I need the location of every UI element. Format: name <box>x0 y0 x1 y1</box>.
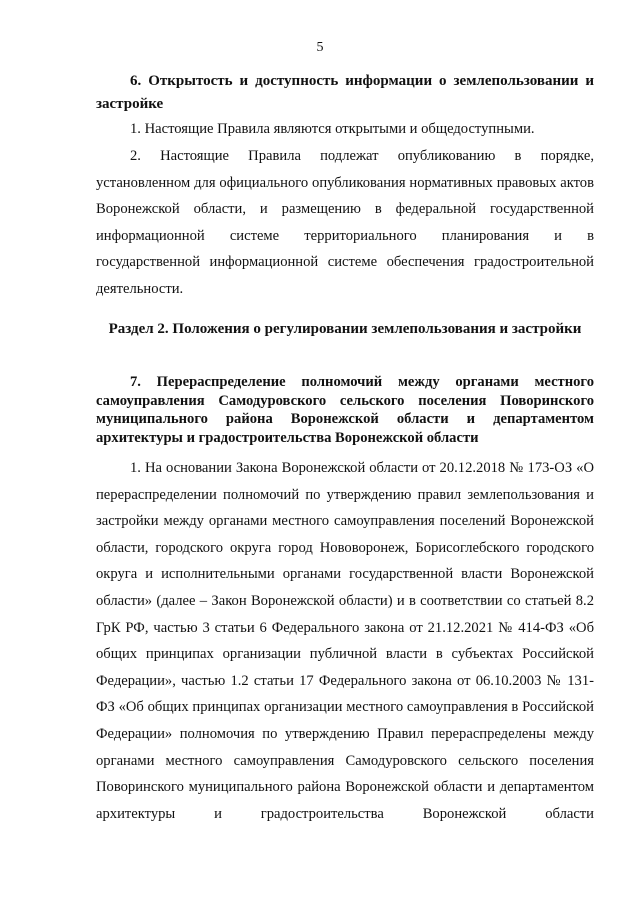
section-7-paragraph-1: 1. На основании Закона Воронежской области от 20.12.2018 № 173-ОЗ «О перераспределении полномочий по утверждению правил землепользования и застройки между органами местного самоуправления поселений Воронежской области, городского округа город Нововоронеж, Борисоглебского городского округа и исполнительными органами государственной власти Воронежской области» (далее – Закон Воронежской области) и в соответствии со статьей 8.2 ГрК РФ, частью 3 статьи 6 Федерального закона от 21.12.2021 № 414-ФЗ «Об общих принципах организации публичной власти в субъектах Российской Федерации», частью 1.2 статьи 17 Федерального закона от 06.10.2003 № 131-ФЗ «Об общих принципах организации местного самоуправления в Российской Федерации» полномочия по утверждению Правил перераспределены между органами местного самоуправления Самодуровского сельского поселения Поворинского муниципального района Воронежской области и департаментом архитектуры и градостроительства Воронежской области <box>96 460 594 822</box>
part-2-title: Раздел 2. Положения о регулировании землепользования и застройки <box>108 321 582 337</box>
section-6-paragraph-1: 1. Настоящие Правила являются открытыми и общедоступными. <box>130 121 535 137</box>
section-6-paragraph-2: 2. Настоящие Правила подлежат опубликованию в порядке, установленном для официального опубликования нормативных правовых актов Воронежской области, и размещению в федеральной государственной информационной системе территориального планирования и в государственной информационной системе обеспечения градостроительной деятельности. <box>96 148 594 297</box>
page-number: 5 <box>316 40 324 55</box>
section-7-heading: 7. Перераспределение полномочий между органами местного самоуправления Самодуровского сельского поселения Поворинского муниципального района Воронежской области и департаментом архитектуры и градостроительства Воронежской области <box>96 374 594 446</box>
section-6-heading: 6. Открытость и доступность информации о землепользовании и застройке <box>96 73 594 112</box>
